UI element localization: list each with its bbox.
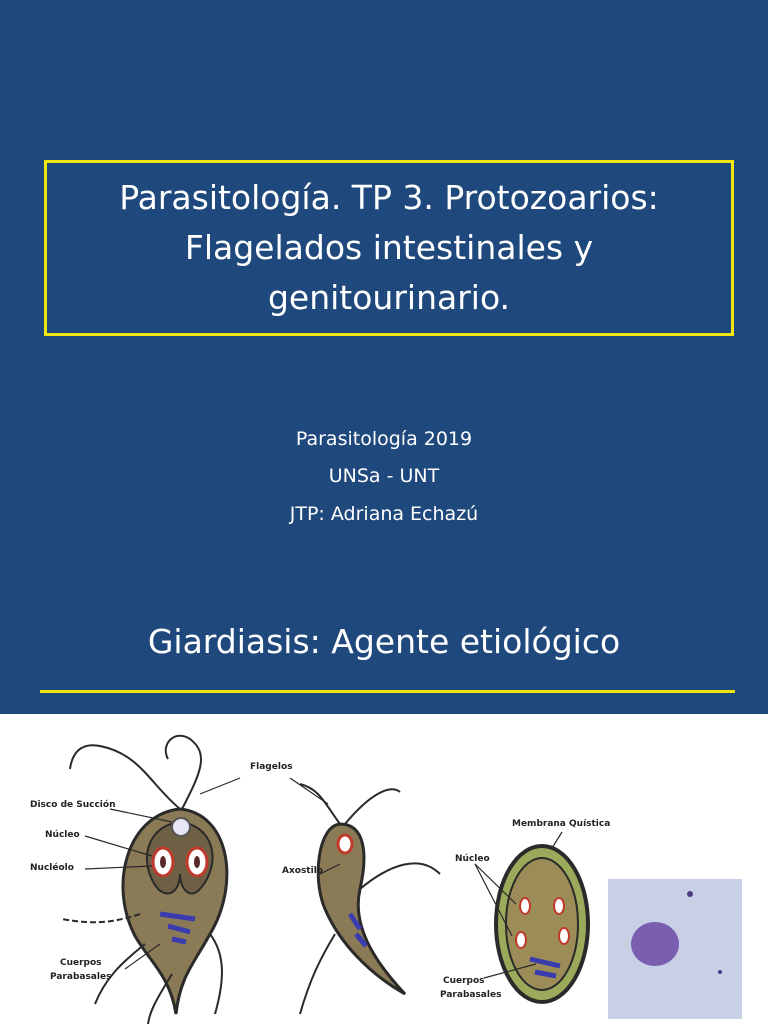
section-title: Giardiasis: Agente etiológico	[147, 622, 621, 661]
label-nucleo-2: Núcleo	[455, 854, 490, 864]
label-membrana-quistica: Membrana Quística	[512, 819, 611, 829]
label-axostilo: Axostilo	[282, 866, 323, 876]
label-disco-succion: Disco de Succión	[30, 800, 116, 810]
title-line-2: Flagelados intestinales y	[184, 228, 594, 267]
jtp-label: JTP: Adriana Echazú	[289, 503, 479, 525]
giardia-figure	[0, 714, 768, 1024]
label-flagelos: Flagelos	[250, 762, 293, 772]
title-line-3: genitourinario.	[267, 278, 511, 317]
section-divider	[40, 690, 735, 693]
label-cuerpos-1: Cuerpos	[60, 958, 102, 968]
university-label: UNSa - UNT	[328, 465, 440, 487]
trophozoite-side	[300, 784, 440, 1014]
cyst	[496, 846, 588, 1002]
course-label: Parasitología 2019	[295, 428, 473, 450]
title-line-1: Parasitología. TP 3. Protozoarios:	[119, 178, 659, 217]
micrograph	[608, 879, 742, 1019]
label-parabasales-2: Parabasales	[440, 990, 502, 1000]
label-cuerpos-2: Cuerpos	[443, 976, 485, 986]
label-nucleolo: Nucléolo	[30, 863, 74, 873]
label-parabasales-1: Parabasales	[50, 972, 112, 982]
title-box	[44, 160, 734, 336]
giardia-illustration	[0, 714, 768, 1024]
label-nucleo: Núcleo	[45, 830, 80, 840]
